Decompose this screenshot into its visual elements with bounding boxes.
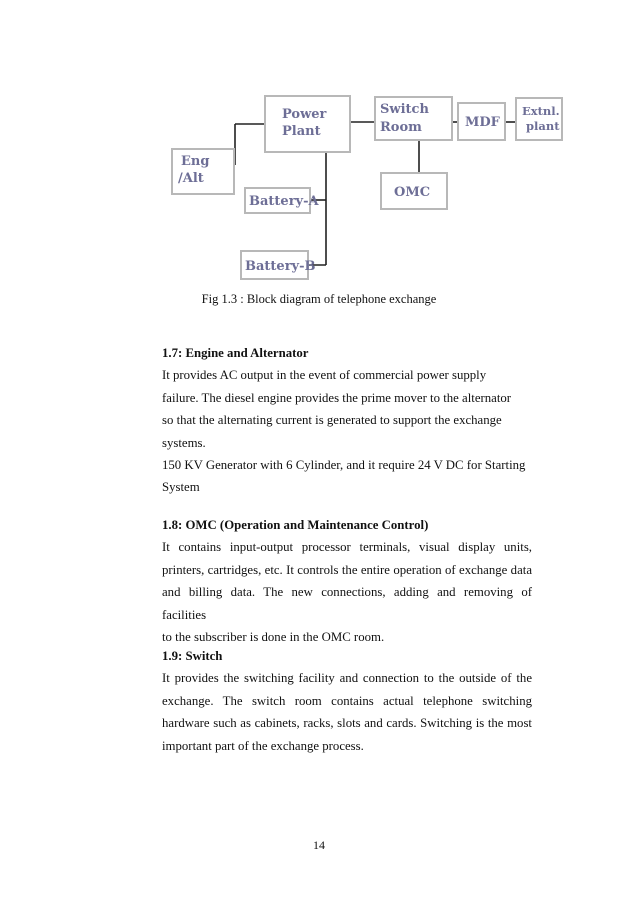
eng-alt-label-1: Eng [181,154,210,169]
text-line: to the subscriber is done in the OMC room. [162,630,385,645]
page-number: 14 [313,838,325,852]
eng-alt-label-2: /Alt [178,171,204,186]
section-omc [162,514,532,648]
text-line: systems. [162,435,206,450]
section-engine-alternator [162,342,532,499]
text-line: hardware such as cabinets, racks, slots and cards. Switching is the most [162,716,532,731]
text-line: It provides the switching facility and connection to the outside of the [162,671,532,686]
block-diagram [0,0,638,290]
battery-b-label: Battery-B [245,259,316,274]
text-line: printers, cartridges, etc. It controls the entire operation of exchange data [162,562,532,577]
text-line: so that the alternating current is generated to support the exchange [162,413,502,428]
text-line: 150 KV Generator with 6 Cylinder, and it require 24 V DC for Starting [162,458,526,473]
text-line: It provides AC output in the event of commercial power supply [162,368,487,383]
text-line: important part of the exchange process. [162,738,364,753]
power-plant-label-2: Plant [282,124,321,139]
text-line: failure. The diesel engine provides the prime mover to the alternator [162,390,512,405]
mdf-label: MDF [465,115,500,130]
battery-a-label: Battery-A [249,194,319,209]
extnl-plant-label-2: plant [526,119,560,133]
text-line: exchange. The switch room contains actual telephone switching [162,693,532,708]
section-heading: 1.8: OMC (Operation and Maintenance Control) [162,518,429,532]
section-switch [162,645,532,757]
text-line: and billing data. The new connections, adding and removing of facilities [162,585,532,622]
section-heading: 1.9: Switch [162,649,223,663]
switch-room-label-2: Room [380,120,422,135]
text-line: It contains input-output processor terminals, visual display units, [162,540,532,555]
switch-room-label-1: Switch [380,102,429,117]
text-line: System [162,480,200,495]
section-heading: 1.7: Engine and Alternator [162,346,309,360]
power-plant-label-1: Power [282,107,327,122]
figure-caption: Fig 1.3 : Block diagram of telephone exchange [201,292,437,306]
omc-label: OMC [394,185,431,200]
extnl-plant-label-1: Extnl. [522,104,560,118]
